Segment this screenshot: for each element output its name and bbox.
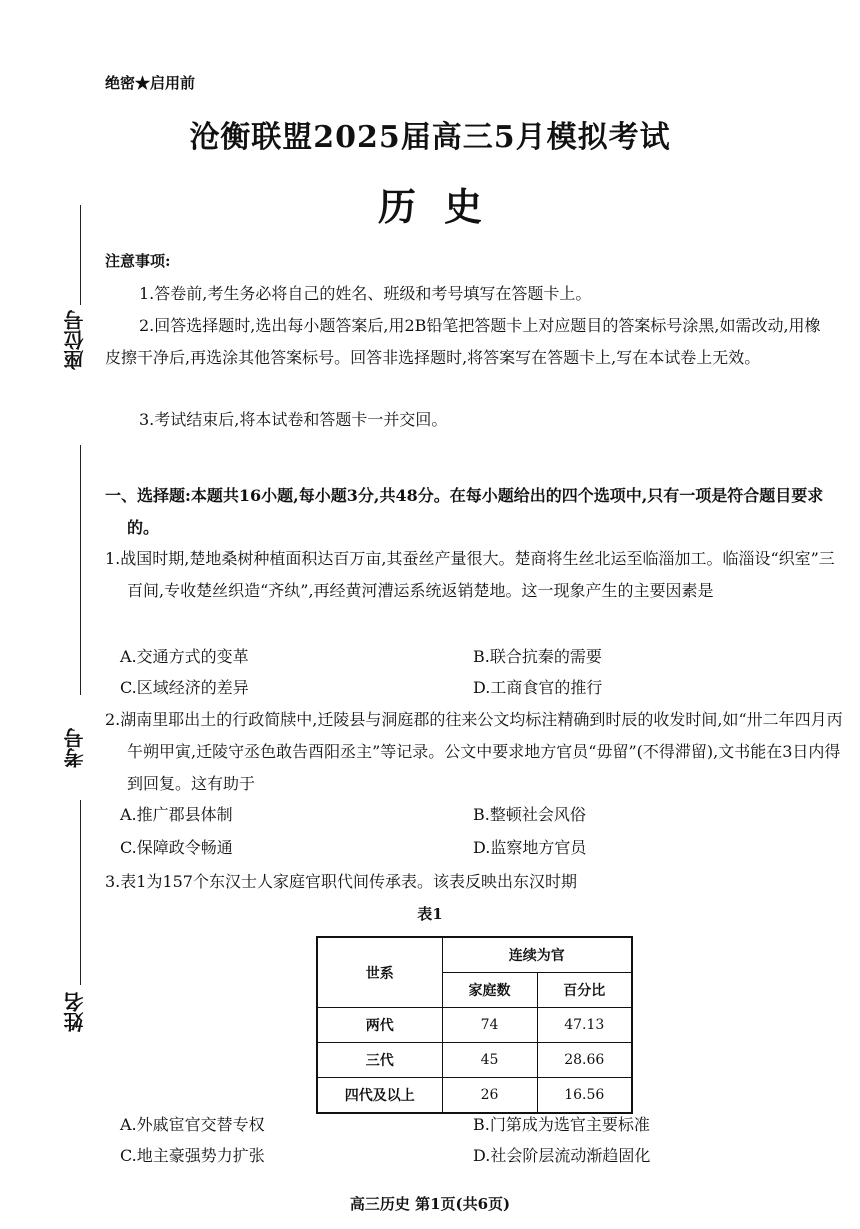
table-row [317,1008,632,1043]
question-3-option-d: D.社会阶层流动渐趋固化 [473,1146,651,1165]
confidential-mark: 绝密★启用前 [105,74,196,92]
question-2-option-c: C.保障政令畅通 [120,838,233,857]
exam-no-line-top [80,445,81,695]
table-header-group: 连续为官 [442,937,632,973]
data-table [316,936,633,1114]
question-1-option-a: A.交通方式的变革 [120,647,249,666]
question-2-option-a: A.推广郡县体制 [120,805,233,824]
question-1-option-c: C.区域经济的差异 [120,678,249,697]
table-row [317,1043,632,1078]
row-families: 26 [442,1078,537,1114]
row-families: 74 [442,1008,537,1043]
row-generation: 四代及以上 [317,1078,442,1114]
question-3-option-b: B.门第成为选官主要标准 [473,1115,650,1134]
notice-item: 1.答卷前,考生务必将自己的姓名、班级和考号填写在答题卡上。 [139,284,592,303]
question-2-option-b: B.整顿社会风俗 [473,805,586,824]
name-label: 姓名 [63,992,87,1032]
row-generation: 两代 [317,1008,442,1043]
question-2-stem: 2.湖南里耶出土的行政简牍中,迁陵县与洞庭郡的往来公文均标注精确到时辰的收发时间,如“卅二年四月丙午朔甲寅,迁陵守丞色敢告酉阳丞主”等记录。公文中要求地方官员“毋留”(不得滞留),文书能在3日内得到回复。这有助于 [105,710,843,793]
row-families: 45 [442,1043,537,1078]
subject-title: 历史 [377,184,510,229]
question-1-stem: 1.战国时期,楚地桑树种植面积达百万亩,其蚕丝产量很大。楚商将生丝北运至临淄加工。临淄设“织室”三百间,专收楚丝织造“齐纨”,再经黄河漕运系统返销楚地。这一现象产生的主要因素是 [105,549,835,600]
question-3-option-c: C.地主豪强势力扩张 [120,1146,265,1165]
question-1-option-b: B.联合抗秦的需要 [473,647,602,666]
table-row [317,1078,632,1114]
seat-line [80,205,81,305]
row-percent: 16.56 [537,1078,632,1114]
section-heading: 一、选择题:本题共16小题,每小题3分,共48分。在每小题给出的四个选项中,只有一项是符合题目要求的。 [105,486,824,537]
notice-item: 3.考试结束后,将本试卷和答题卡一并交回。 [139,410,448,429]
table-header-families: 家庭数 [442,973,537,1008]
table-header-percent: 百分比 [537,973,632,1008]
exam-title: 沧衡联盟2025届高三5月模拟考试 [189,120,671,155]
question-1-option-d: D.工商食官的推行 [473,678,603,697]
question-3-stem: 3.表1为157个东汉士人家庭官职代间传承表。该表反映出东汉时期 [105,872,577,891]
row-generation: 三代 [317,1043,442,1078]
question-3-option-a: A.外戚宦官交替专权 [120,1115,265,1134]
seat-label: 座位号 [63,310,87,370]
row-percent: 47.13 [537,1008,632,1043]
notice-heading: 注意事项: [105,252,171,270]
question-2-option-d: D.监察地方官员 [473,838,587,857]
notice-item: 2.回答选择题时,选出每小题答案后,用2B铅笔把答题卡上对应题目的答案标号涂黑,如需改动,用橡皮擦干净后,再选涂其他答案标号。回答非选择题时,将答案写在答题卡上,写在本试卷上无效。 [105,316,821,367]
name-line [80,800,81,985]
exam-no-label: 考号 [63,728,87,768]
table-header-generation: 世系 [317,937,442,1008]
page-footer: 高三历史 第1页(共6页) [349,1195,511,1213]
row-percent: 28.66 [537,1043,632,1078]
table-caption: 表1 [417,905,443,923]
